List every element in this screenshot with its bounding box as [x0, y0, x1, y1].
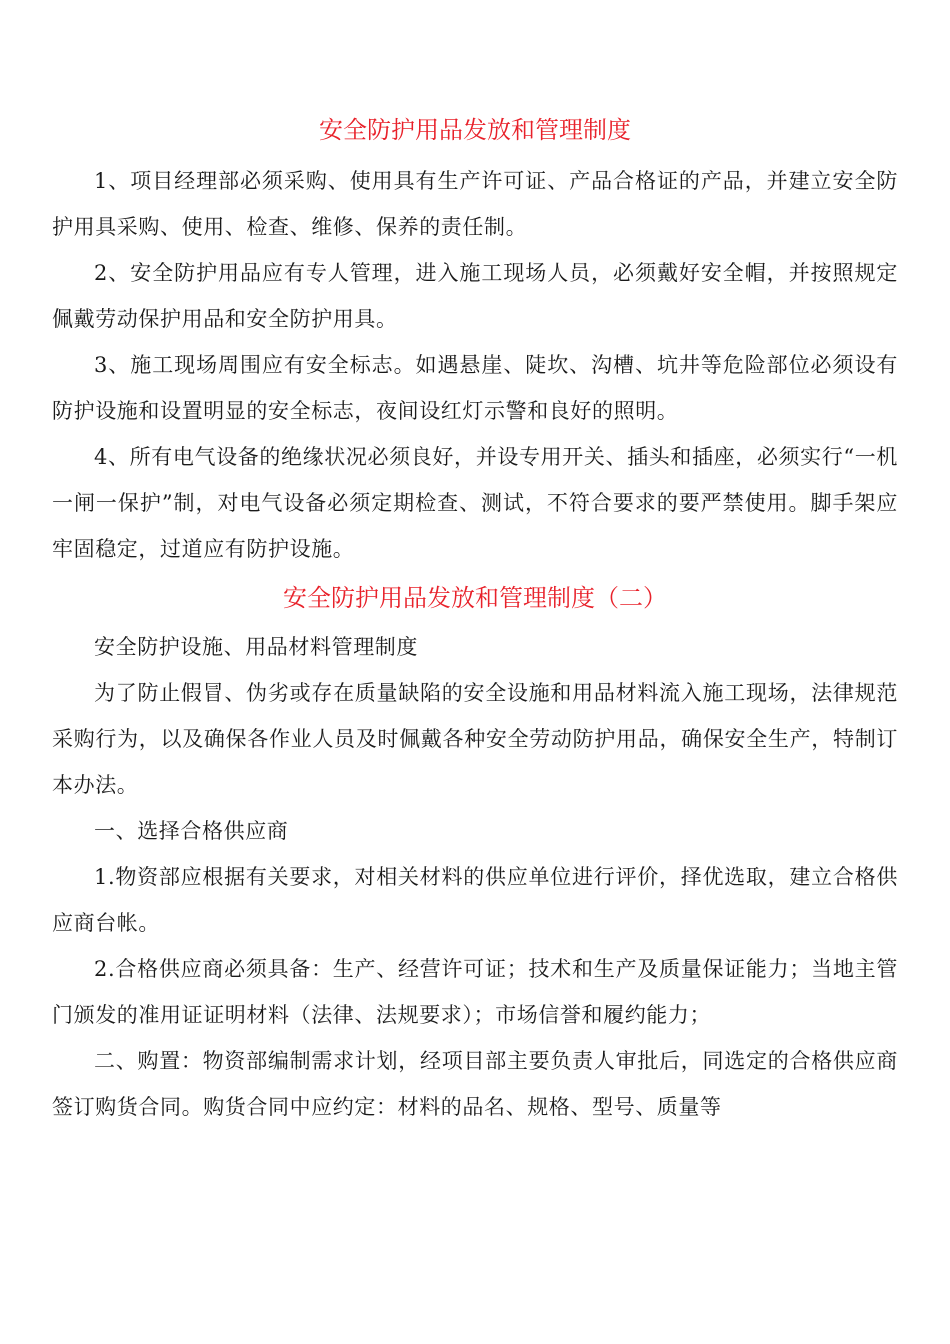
section-1-paragraph-1: 1、项目经理部必须采购、使用具有生产许可证、产品合格证的产品，并建立安全防护用具采购、使用、检查、维修、保养的责任制。	[52, 169, 898, 239]
section-1-title: 安全防护用品发放和管理制度	[319, 116, 631, 144]
section-2-paragraph-supplier-2: 2.合格供应商必须具备：生产、经营许可证；技术和生产及质量保证能力；当地主管门颁发的准用证证明材料（法律、法规要求）；市场信誉和履约能力；	[52, 957, 898, 1027]
section-1-paragraph-4: 4、所有电气设备的绝缘状况必须良好，并设专用开关、插头和插座，必须实行“一机一闸一保护”制，对电气设备必须定期检查、测试，不符合要求的要严禁使用。脚手架应牢固稳定，过道应有防护设施。	[52, 445, 898, 561]
section-2-title: 安全防护用品发放和管理制度（二）	[283, 584, 667, 612]
section-2-paragraph-purchase: 二、购置：物资部编制需求计划，经项目部主要负责人审批后，同选定的合格供应商签订购货合同。购货合同中应约定：材料的品名、规格、型号、质量等	[52, 1049, 898, 1119]
section-2-subtitle: 安全防护设施、用品材料管理制度	[94, 635, 418, 659]
section-1-paragraph-3: 3、施工现场周围应有安全标志。如遇悬崖、陡坎、沟槽、坑井等危险部位必须设有防护设施和设置明显的安全标志，夜间设红灯示警和良好的照明。	[52, 353, 898, 423]
section-2-heading-supplier: 一、选择合格供应商	[94, 819, 289, 843]
section-1-paragraph-2: 2、安全防护用品应有专人管理，进入施工现场人员，必须戴好安全帽，并按照规定佩戴劳动保护用品和安全防护用具。	[52, 261, 898, 331]
section-2-paragraph-supplier-1: 1.物资部应根据有关要求，对相关材料的供应单位进行评价，择优选取，建立合格供应商台帐。	[52, 865, 898, 935]
document-body	[52, 110, 898, 1130]
section-2-paragraph-purpose: 为了防止假冒、伪劣或存在质量缺陷的安全设施和用品材料流入施工现场，法律规范采购行为，以及确保各作业人员及时佩戴各种安全劳动防护用品，确保安全生产，特制订本办法。	[52, 681, 898, 797]
